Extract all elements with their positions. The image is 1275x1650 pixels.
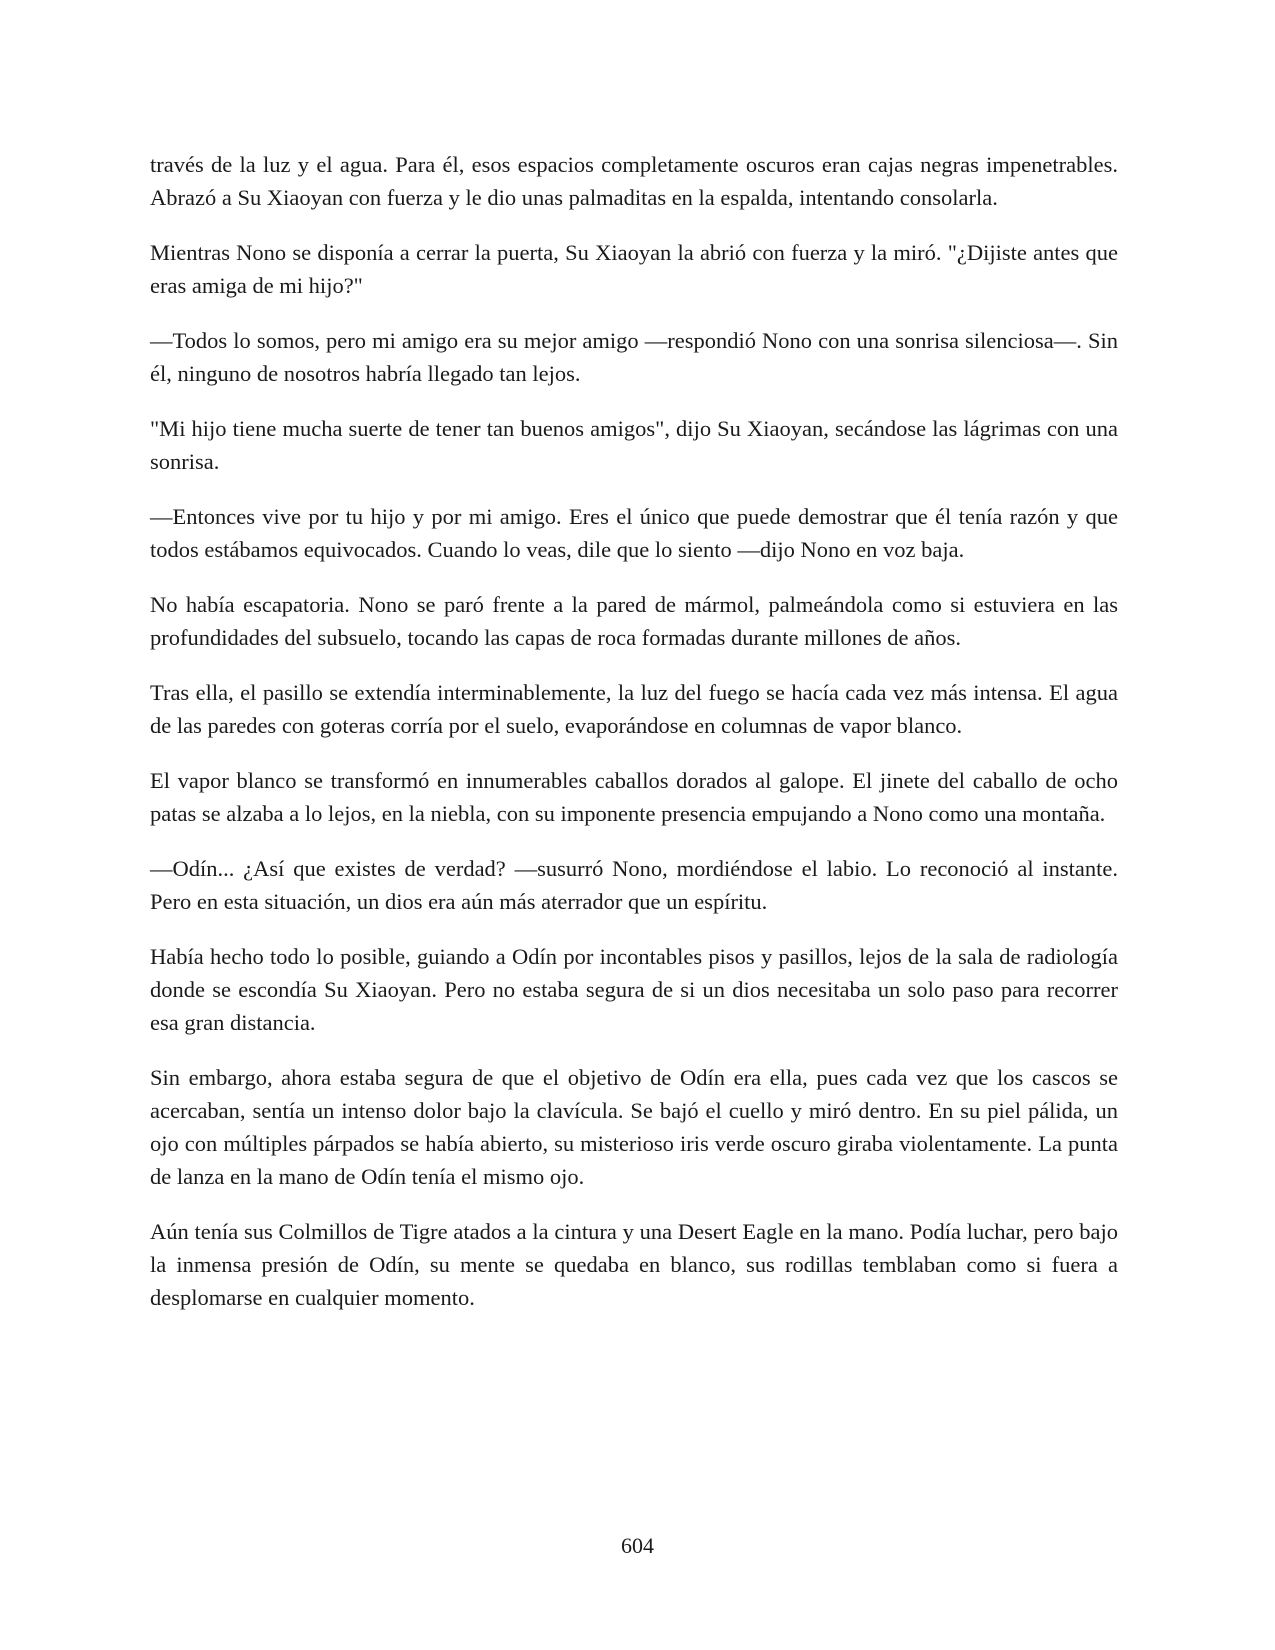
- body-text: [150, 148, 1118, 1336]
- paragraph-6: No había escapatoria. Nono se paró frente a la pared de mármol, palmeándola como si estuviera en las profundidades del subsuelo, tocando las capas de roca formadas durante millones de años.: [150, 592, 1118, 650]
- paragraph-4: "Mi hijo tiene mucha suerte de tener tan buenos amigos", dijo Su Xiaoyan, secándose las lágrimas con una sonrisa.: [150, 416, 1118, 474]
- paragraph-11: Sin embargo, ahora estaba segura de que el objetivo de Odín era ella, pues cada vez que los cascos se acercaban, sentía un intenso dolor bajo la clavícula. Se bajó el cuello y miró dentro. En su piel pálida, un ojo con múltiples párpados se había abierto, su misterioso iris verde oscuro giraba violentamente. La punta de lanza en la mano de Odín tenía el mismo ojo.: [150, 1065, 1118, 1189]
- paragraph-10: Había hecho todo lo posible, guiando a Odín por incontables pisos y pasillos, lejos de la sala de radiología donde se escondía Su Xiaoyan. Pero no estaba segura de si un dios necesitaba un solo paso para recorrer esa gran distancia.: [150, 944, 1118, 1035]
- paragraph-7: Tras ella, el pasillo se extendía interminablemente, la luz del fuego se hacía cada vez más intensa. El agua de las paredes con goteras corría por el suelo, evaporándose en columnas de vapor blanco.: [150, 680, 1118, 738]
- paragraph-8: El vapor blanco se transformó en innumerables caballos dorados al galope. El jinete del caballo de ocho patas se alzaba a lo lejos, en la niebla, con su imponente presencia empujando a Nono como una montaña.: [150, 768, 1118, 826]
- paragraph-12: Aún tenía sus Colmillos de Tigre atados a la cintura y una Desert Eagle en la mano. Podía luchar, pero bajo la inmensa presión de Odín, su mente se quedaba en blanco, sus rodillas temblaban como si fuera a desplomarse en cualquier momento.: [150, 1219, 1118, 1310]
- paragraph-1: través de la luz y el agua. Para él, esos espacios completamente oscuros eran cajas negras impenetrables. Abrazó a Su Xiaoyan con fuerza y le dio unas palmaditas en la espalda, intentando consolarla.: [150, 152, 1118, 210]
- paragraph-3: —Todos lo somos, pero mi amigo era su mejor amigo —respondió Nono con una sonrisa silenciosa—. Sin él, ninguno de nosotros habría llegado tan lejos.: [150, 328, 1118, 386]
- paragraph-5: —Entonces vive por tu hijo y por mi amigo. Eres el único que puede demostrar que él tenía razón y que todos estábamos equivocados. Cuando lo veas, dile que lo siento —dijo Nono en voz baja.: [150, 504, 1118, 562]
- paragraph-2: Mientras Nono se disponía a cerrar la puerta, Su Xiaoyan la abrió con fuerza y la miró. "¿Dijiste antes que eras amiga de mi hijo?": [150, 240, 1118, 298]
- paragraph-9: —Odín... ¿Así que existes de verdad? —susurró Nono, mordiéndose el labio. Lo reconoció al instante. Pero en esta situación, un dios era aún más aterrador que un espíritu.: [150, 856, 1118, 914]
- page-number: 604: [621, 1533, 654, 1558]
